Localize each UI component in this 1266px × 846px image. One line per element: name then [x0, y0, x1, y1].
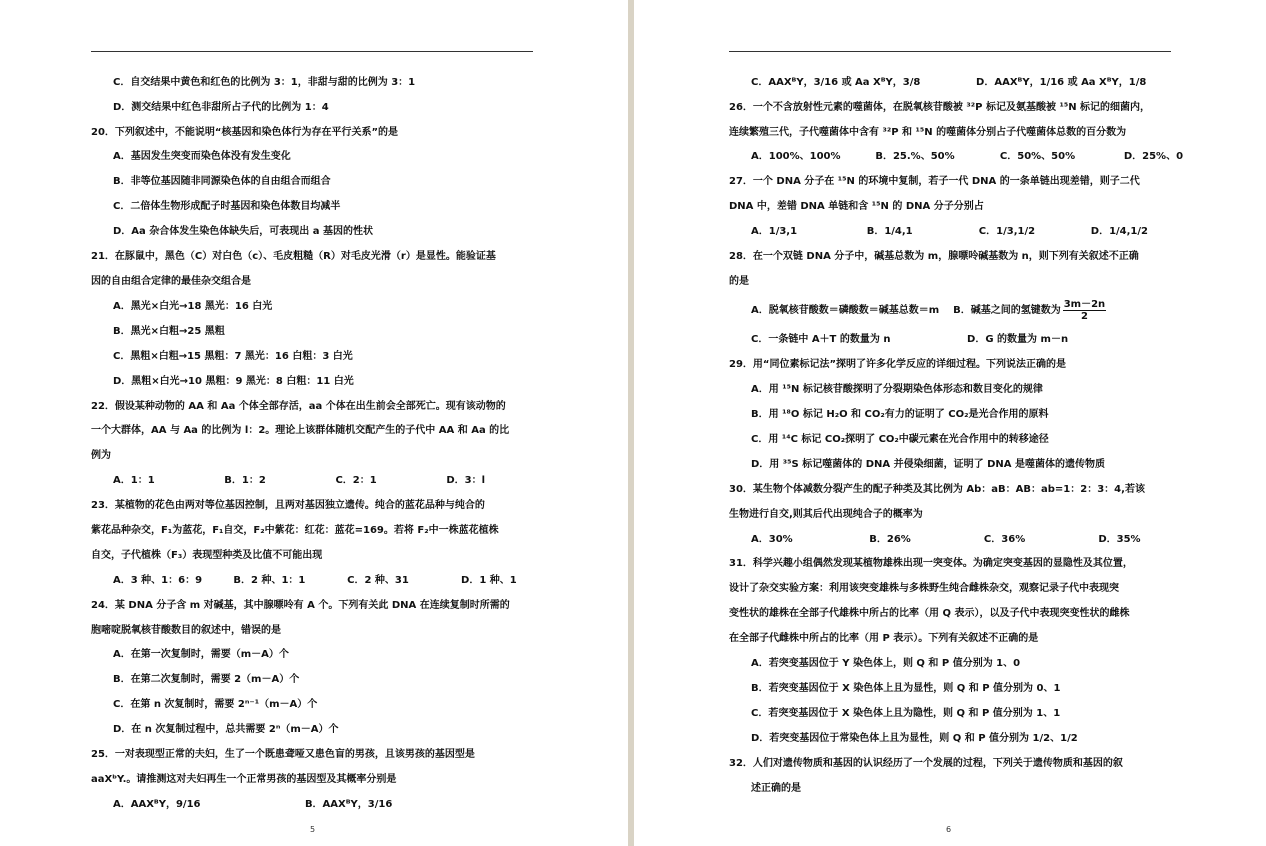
- option-line: A．1：1 B．1：2 C．2：1 D．3：l: [113, 475, 486, 486]
- q28-options-ab: A．脱氧核苷酸数＝磷酸数＝碱基总数＝m B．碱基之间的氢键数为: [751, 305, 1061, 316]
- option-line: A．在第一次复制时，需要（m－A）个: [113, 649, 289, 660]
- option-line: D．在 n 次复制过程中，总共需要 2ⁿ（m－A）个: [113, 724, 339, 735]
- text-line: DNA 中，差错 DNA 单链和含 ¹⁵N 的 DNA 分子分别占: [729, 201, 984, 212]
- question-32: 32．人们对遗传物质和基因的认识经历了一个发展的过程，下列关于遗传物质和基因的叙: [729, 758, 1123, 769]
- text-line: D．测交结果中红色非甜所占子代的比例为 1：4: [113, 102, 329, 113]
- question-29: 29．用“同位素标记法”探明了许多化学反应的详细过程。下列说法正确的是: [729, 359, 1067, 370]
- fraction: [1063, 299, 1106, 322]
- question-21: 21．在豚鼠中，黑色（C）对白色（c）、毛皮粗糙（R）对毛皮光滑（r）是显性。能验证基: [91, 251, 496, 262]
- option-line: A．AAXᴮY，9/16 B．AAXᴮY，3/16: [113, 799, 393, 810]
- text-line: 在全部子代雌株中所占的比率（用 P 表示）。下列有关叙述不正确的是: [729, 633, 1039, 644]
- option-line: A．1/3,1 B．1/4,1 C．1/3,1/2 D．1/4,1/2: [751, 226, 1149, 237]
- option-line: A．用 ¹⁵N 标记核苷酸探明了分裂期染色体形态和数目变化的规律: [751, 384, 1043, 395]
- option-line: B．在第二次复制时，需要 2（m－A）个: [113, 674, 300, 685]
- exam-page-6: [634, 0, 1266, 846]
- text-line: aaXᵇY.。请推测这对夫妇再生一个正常男孩的基因型及其概率分别是: [91, 774, 397, 785]
- option-line: C．AAXᴮY，3/16 或 Aa XᴮY，3/8 D．AAXᴮY，1/16 或 Aa XᴮY，1/8: [751, 77, 1147, 88]
- option-line: C．在第 n 次复制时，需要 2ⁿ⁻¹（m－A）个: [113, 699, 318, 710]
- option-line: C．黑粗×白粗→15 黑粗：7 黑光：16 白粗：3 白光: [113, 351, 353, 362]
- question-23: 23．某植物的花色由两对等位基因控制，且两对基因独立遗传。纯合的蓝花品种与纯合的: [91, 500, 485, 511]
- fraction-numerator: 3m－2n: [1063, 298, 1106, 310]
- exam-page-5: [0, 0, 628, 846]
- text-line: 一个大群体，AA 与 Aa 的比例为 l：2。理论上该群体随机交配产生的子代中 AA 和 Aa 的比: [91, 425, 510, 436]
- question-27: 27．一个 DNA 分子在 ¹⁵N 的环境中复制，若子一代 DNA 的一条单链出现差错，则子二代: [729, 176, 1140, 187]
- text-line: 的是: [729, 276, 749, 287]
- option-line: A．黑光×白光→18 黑光：16 白光: [113, 301, 273, 312]
- question-31: 31．科学兴趣小组偶然发现某植物雄株出现一突变体。为确定突变基因的显隐性及其位置，: [729, 558, 1133, 569]
- option-line: A．30% B．26% C．36% D．35%: [751, 534, 1141, 545]
- text-line: 设计了杂交实验方案：利用该突变雄株与多株野生纯合雌株杂交，观察记录子代中表现突: [729, 583, 1119, 594]
- option-line: C．一条链中 A＋T 的数量为 n D．G 的数量为 m－n: [751, 334, 1069, 345]
- text-line: 变性状的雄株在全部子代雄株中所占的比率（用 Q 表示），以及子代中表现突变性状的雌株: [729, 608, 1130, 619]
- option-line: D．若突变基因位于常染色体上且为显性，则 Q 和 P 值分别为 1/2、1/2: [751, 733, 1078, 744]
- option-line: A．3 种、1：6：9 B．2 种、1：1 C．2 种、31 D．1 种、1: [113, 575, 517, 586]
- option-line: B．用 ¹⁸O 标记 H₂O 和 CO₂有力的证明了 CO₂是光合作用的原料: [751, 409, 1049, 420]
- text-line: 因的自由组合定律的最佳杂交组合是: [91, 276, 251, 287]
- question-20: 20．下列叙述中，不能说明“核基因和染色体行为存在平行关系”的是: [91, 127, 399, 138]
- option-line: A．若突变基因位于 Y 染色体上，则 Q 和 P 值分别为 1、0: [751, 658, 1021, 669]
- option-line: D．Aa 杂合体发生染色体缺失后，可表现出 a 基因的性状: [113, 226, 373, 237]
- text-line: 胞嘧啶脱氧核苷酸数目的叙述中，错误的是: [91, 625, 281, 636]
- option-line: C．用 ¹⁴C 标记 CO₂探明了 CO₂中碳元素在光合作用中的转移途径: [751, 434, 1049, 445]
- option-line: [751, 298, 1106, 324]
- option-line: B．若突变基因位于 X 染色体上且为显性，则 Q 和 P 值分别为 0、1: [751, 683, 1061, 694]
- text-line: 紫花品种杂交，F₁为蓝花，F₁自交，F₂中紫花：红花：蓝花=169。若将 F₂中一株蓝花植株: [91, 525, 499, 536]
- text-line: 例为: [91, 450, 111, 461]
- text-line: 生物进行自交,则其后代出现纯合子的概率为: [729, 509, 923, 520]
- fraction-denominator: 2: [1080, 310, 1088, 322]
- header-rule: [91, 51, 533, 52]
- page-number: 6: [946, 825, 952, 834]
- option-line: D．黑粗×白光→10 黑粗：9 黑光：8 白粗：11 白光: [113, 376, 354, 387]
- text-line: C．自交结果中黄色和红色的比例为 3：1，非甜与甜的比例为 3：1: [113, 77, 416, 88]
- text-line: 自交，子代植株（F₃）表现型种类及比值不可能出现: [91, 550, 323, 561]
- text-line: 连续繁殖三代，子代噬菌体中含有 ³²P 和 ¹⁵N 的噬菌体分别占子代噬菌体总数的百分数为: [729, 127, 1127, 138]
- header-rule: [729, 51, 1171, 52]
- question-30: 30．某生物个体减数分裂产生的配子种类及其比例为 Ab：aB：AB：ab=1：2：3：4,若该: [729, 484, 1145, 495]
- text-line: 述正确的是: [751, 783, 801, 794]
- question-22: 22．假设某种动物的 AA 和 Aa 个体全部存活，aa 个体在出生前会全部死亡。现有该动物的: [91, 401, 506, 412]
- question-25: 25．一对表现型正常的夫妇，生了一个既患聋哑又患色盲的男孩，且该男孩的基因型是: [91, 749, 475, 760]
- option-line: D．用 ³⁵S 标记噬菌体的 DNA 并侵染细菌，证明了 DNA 是噬菌体的遗传物质: [751, 459, 1105, 470]
- option-line: B．非等位基因随非同源染色体的自由组合而组合: [113, 176, 331, 187]
- question-24: 24．某 DNA 分子含 m 对碱基，其中腺嘌呤有 A 个。下列有关此 DNA 在连续复制时所需的: [91, 600, 510, 611]
- option-line: B．黑光×白粗→25 黑粗: [113, 326, 225, 337]
- option-line: A．基因发生突变而染色体没有发生变化: [113, 151, 291, 162]
- option-line: C．若突变基因位于 X 染色体上且为隐性，则 Q 和 P 值分别为 1、1: [751, 708, 1061, 719]
- option-line: C．二倍体生物形成配子时基因和染色体数目均减半: [113, 201, 341, 212]
- page-number: 5: [310, 825, 316, 834]
- question-28: 28．在一个双链 DNA 分子中，碱基总数为 m，腺嘌呤碱基数为 n，则下列有关叙述不正确: [729, 251, 1139, 262]
- question-26: 26．一个不含放射性元素的噬菌体，在脱氧核苷酸被 ³²P 标记及氨基酸被 ¹⁵N 标记的细菌内，: [729, 102, 1151, 113]
- option-line: A．100%、100% B．25.%、50% C．50%、50% D．25%、0: [751, 151, 1184, 162]
